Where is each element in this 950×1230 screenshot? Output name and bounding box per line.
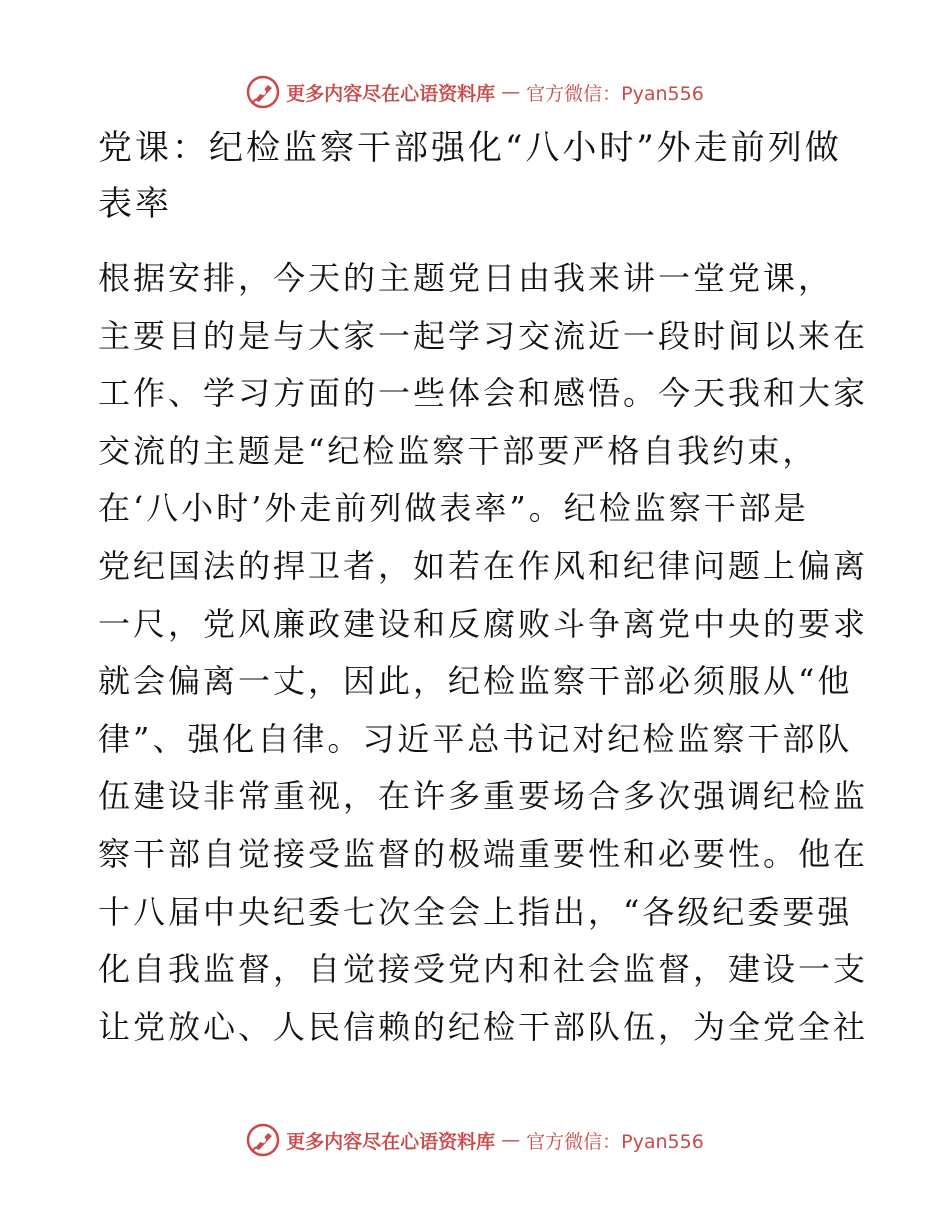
- watermark-separator: —: [501, 1129, 521, 1151]
- body-line: 工作、学习方面的一些体会和感悟。今天我和大家: [98, 374, 869, 413]
- document-body: [98, 250, 869, 1056]
- body-line: 化自我监督，自觉接受党内和社会监督，建设一支: [98, 950, 869, 989]
- watermark-wechat-text: 官方微信：Pyan556: [526, 1130, 704, 1153]
- header-watermark: [0, 72, 950, 112]
- title-line: 党课：纪检监察干部强化“八小时”外走前列做: [98, 128, 842, 168]
- body-line: 察干部自觉接受监督的极端重要性和必要性。他在: [98, 834, 869, 873]
- body-line: 就会偏离一丈，因此，纪检监察干部必须服从“他: [98, 662, 853, 701]
- watermark-brand-text: 更多内容尽在心语资料库: [286, 82, 496, 105]
- quill-logo-icon: [246, 1123, 280, 1157]
- body-line: 一尺，党风廉政建设和反腐败斗争离党中央的要求: [98, 604, 869, 643]
- body-line: 伍建设非常重视，在许多重要场合多次强调纪检监: [98, 777, 869, 816]
- body-line: 在‘八小时’外走前列做表率”。纪检监察干部是: [98, 489, 809, 528]
- body-line: 律”、强化自律。习近平总书记对纪检监察干部队: [98, 719, 853, 758]
- watermark-separator: —: [501, 81, 521, 103]
- body-line: 根据安排，今天的主题党日由我来讲一堂党课，: [98, 259, 834, 297]
- body-line: 党纪国法的捍卫者，如若在作风和纪律问题上偏离: [98, 546, 869, 585]
- document-title: [98, 120, 858, 232]
- body-line: 交流的主题是“纪检监察干部要严格自我约束，: [98, 431, 818, 470]
- title-line: 表率: [98, 184, 172, 224]
- body-line: 主要目的是与大家一起学习交流近一段时间以来在: [98, 316, 869, 355]
- watermark-wechat-text: 官方微信：Pyan556: [526, 82, 704, 105]
- body-line: 让党放心、人民信赖的纪检干部队伍，为全党全社: [98, 1007, 869, 1046]
- body-line: 十八届中央纪委七次全会上指出，“各级纪委要强: [98, 892, 853, 931]
- quill-logo-icon: [246, 75, 280, 109]
- watermark-brand-text: 更多内容尽在心语资料库: [286, 1130, 496, 1153]
- footer-watermark: [0, 1120, 950, 1160]
